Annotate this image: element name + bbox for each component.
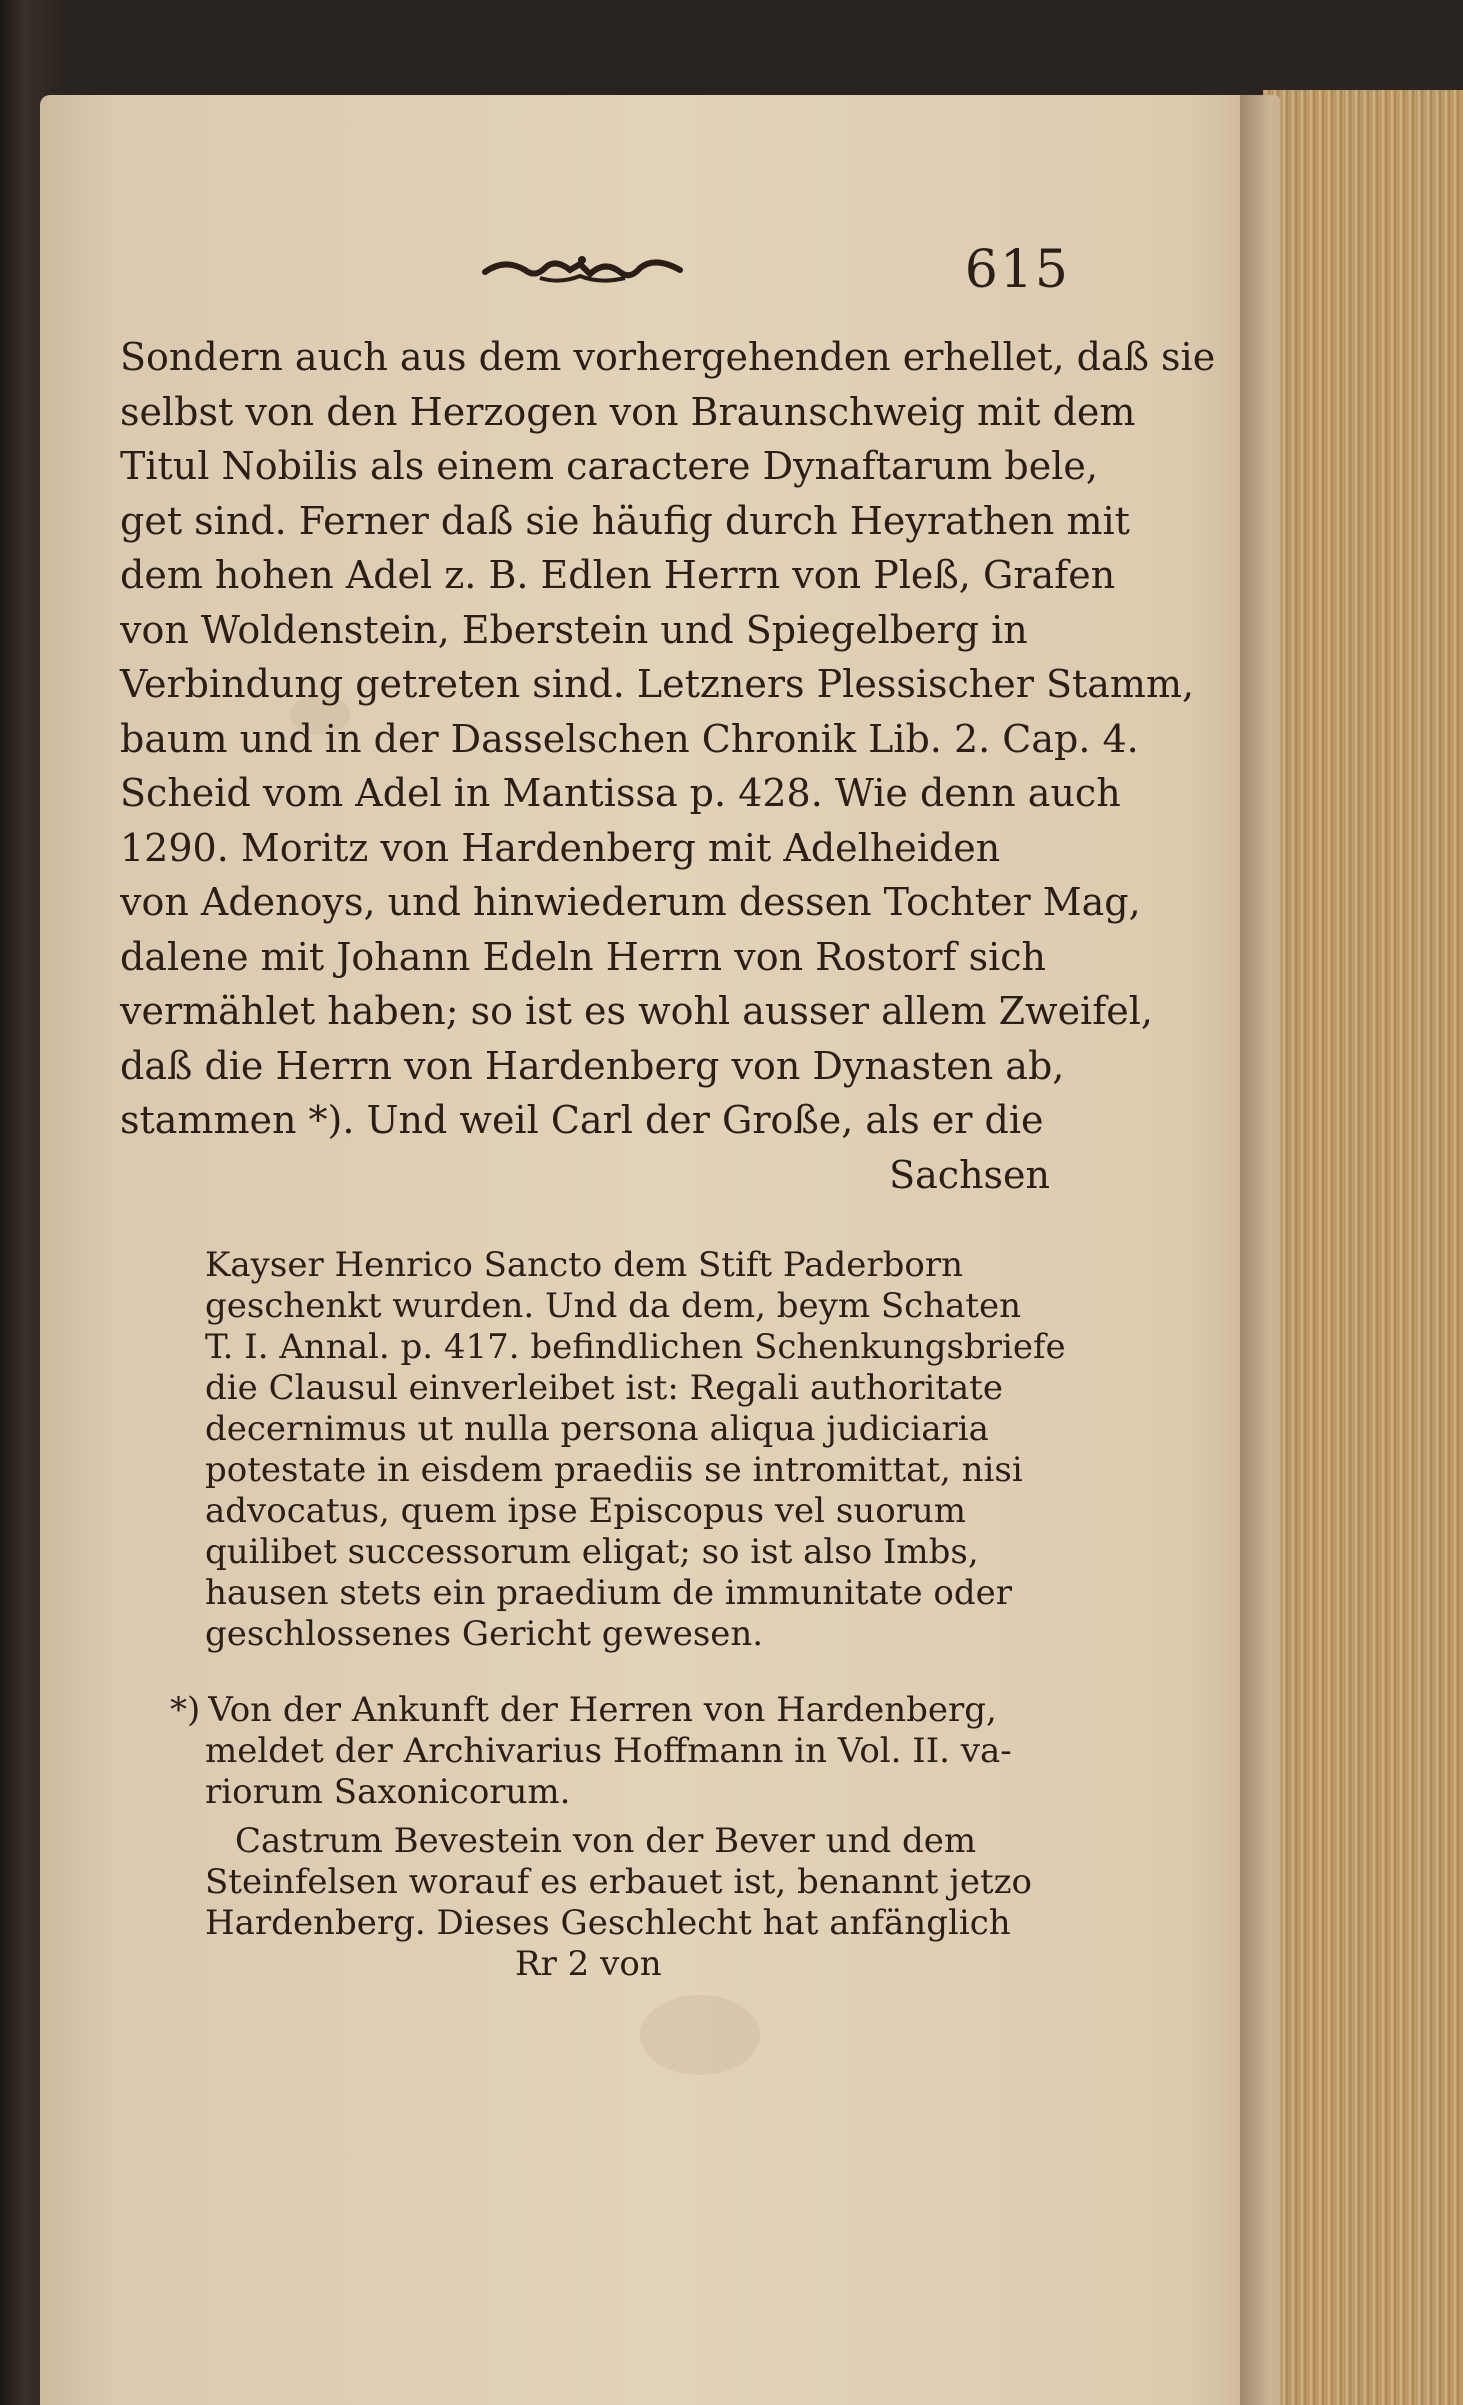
text-line: von Adenoys, und hinwiederum dessen Tochter Mag, (120, 880, 1141, 924)
footnote-line: die Clausul einverleibet ist: Regali authoritate (205, 1368, 1003, 1408)
footnote-line: Hardenberg. Dieses Geschlecht hat anfänglich (205, 1903, 1011, 1943)
footnote-asterisk (170, 1690, 1050, 1985)
text-line: von Woldenstein, Eberstein und Spiegelberg in (120, 607, 1028, 652)
footnote-line: T. I. Annal. p. 417. befindlichen Schenkungsbriefe (205, 1327, 1066, 1367)
decorative-flourish-icon (480, 250, 690, 290)
footnote-line: Castrum Bevestein von der Bever und dem (235, 1821, 977, 1861)
page-number: 615 (964, 240, 1070, 300)
text-line: get sind. Ferner daß sie häufig durch Heyrathen mit (120, 498, 1130, 543)
footnote-line: Steinfelsen worauf es erbauet ist, benannt jetzo (205, 1862, 1032, 1902)
footnote-line: riorum Saxonicorum. (205, 1772, 571, 1812)
text-line: Verbindung getreten sind. Letzners Plessischer Stamm, (120, 662, 1195, 706)
signature-mark: Rr 2 (515, 1944, 590, 1984)
text-line: baum und in der Dasselschen Chronik Lib. 2. Cap. 4. (120, 716, 1139, 761)
paper-stain (640, 1995, 760, 2075)
footnote-line: meldet der Archivarius Hoffmann in Vol. II. va- (205, 1731, 1012, 1771)
footnote-line: geschlossenes Gericht gewesen. (205, 1614, 764, 1654)
page-header (480, 240, 1070, 310)
text-line: daß die Herrn von Hardenberg von Dynasten ab, (120, 1043, 1065, 1088)
text-line: stammen *). Und weil Carl der Große, als er die (120, 1098, 1044, 1142)
footnote-line: geschenkt wurden. Und da dem, beym Schaten (205, 1286, 1022, 1326)
text-line: Sondern auch aus dem vorhergehenden erhellet, daß sie (120, 335, 1216, 379)
page-gutter-shadow (1240, 95, 1270, 2405)
page-edges (1263, 90, 1463, 2405)
page-footer (170, 1944, 1050, 1985)
footnote-line: hausen stets ein praedium de immunitate oder (205, 1573, 1013, 1613)
catchword: Sachsen (889, 1152, 1050, 1197)
text-line: Scheid vom Adel in Mantissa p. 428. Wie denn auch (120, 771, 1121, 815)
footnote-line: Kayser Henrico Sancto dem Stift Paderborn (205, 1245, 964, 1285)
footnote-continuation (205, 1245, 1066, 1655)
text-line: dalene mit Johann Edeln Herrn von Rostorf sich (120, 934, 1046, 979)
footnote-line: Von der Ankunft der Herren von Hardenberg, (208, 1690, 997, 1730)
footnote-marker: *) (170, 1690, 201, 1730)
footnote-line: potestate in eisdem praediis se intromittat, nisi (205, 1450, 1023, 1490)
footnote-line: advocatus, quem ipse Episcopus vel suorum (205, 1491, 967, 1531)
text-line: vermählet haben; so ist es wohl ausser allem Zweifel, (120, 989, 1153, 1033)
catchword: von (600, 1944, 662, 1984)
text-line: Titul Nobilis als einem caractere Dynaftarum bele, (120, 444, 1098, 488)
text-line: dem hohen Adel z. B. Edlen Herrn von Pleß, Grafen (120, 553, 1116, 597)
text-line: selbst von den Herzogen von Braunschweig mit dem (120, 389, 1136, 434)
footnote-line: quilibet successorum eligat; so ist also Imbs, (205, 1532, 979, 1572)
text-line: 1290. Moritz von Hardenberg mit Adelheiden (120, 825, 1001, 870)
footnote-line: decernimus ut nulla persona aliqua judiciaria (205, 1409, 989, 1449)
main-text-block (120, 330, 1216, 1202)
